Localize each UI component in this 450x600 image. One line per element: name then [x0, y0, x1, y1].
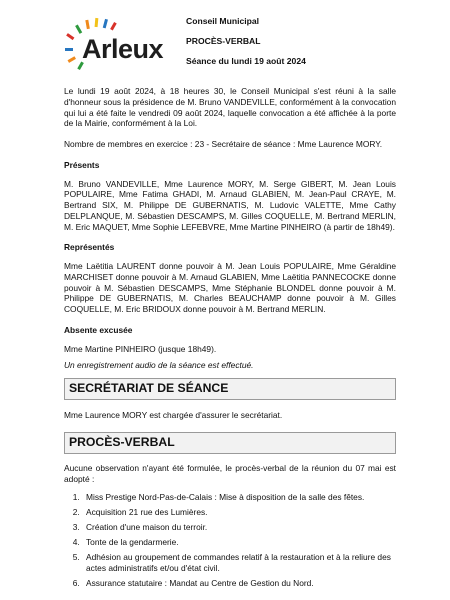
absent-list: Mme Martine PINHEIRO (jusque 18h49). [64, 343, 217, 354]
agenda-list [64, 492, 396, 588]
council-title: Conseil Municipal [186, 16, 260, 26]
secretariat-text: Mme Laurence MORY est chargée d'assurer le secrétariat. [64, 409, 283, 420]
proces-verbal-text: Aucune observation n'ayant été formulée, le procès-verbal de la réunion du 07 mai est adopté : [64, 462, 396, 484]
document-body [64, 86, 396, 593]
list-item: 1. Miss Prestige Nord-Pas-de-Calais : Mise à disposition de la salle des fêtes. [82, 492, 396, 503]
list-item: 5. Adhésion au groupement de commandes relatif à la restauration et à la reliure des actes administratifs et/ou d'état civil. [82, 552, 396, 574]
list-item: 3. Création d'une maison du terroir. [82, 522, 396, 533]
arleux-logo [64, 16, 164, 72]
list-item: 2. Acquisition 21 rue des Lumières. [82, 507, 396, 518]
logo-text: Arleux [82, 34, 164, 64]
represented-list: Mme Laëtitia LAURENT donne pouvoir à M. Jean Louis POPULAIRE, Mme Géraldine MARCHISET donne pouvoir à M. Arnaud GLABIEN, Mme Laëtitia PANNECOCKE donne pouvoir à M. Sébastien DESCAMPS, Mme Stéphanie BLONDEL donne pouvoir à M. Philippe DE GUBERNATIS, M. Charles BEAUCHAMP donne pouvoir à M. Gilles COQUELLE, M. Eric BRIDOUX donne pouvoir à M. Bertrand MERLIN. [64, 261, 396, 314]
list-item: 4. Tonte de la gendarmerie. [82, 537, 396, 548]
proces-verbal-heading: PROCÈS-VERBAL [64, 432, 396, 454]
document-subtitle: PROCÈS-VERBAL [186, 36, 261, 46]
list-item: 6. Assurance statutaire : Mandat au Centre de Gestion du Nord. [82, 578, 396, 589]
session-date: Séance du lundi 19 août 2024 [186, 56, 306, 66]
recording-note: Un enregistrement audio de la séance est effectué. [64, 360, 254, 371]
members-line: Nombre de membres en exercice : 23 - Secrétaire de séance : Mme Laurence MORY. [64, 139, 383, 149]
absent-label: Absente excusée [64, 324, 133, 335]
secretariat-heading: SECRÉTARIAT DE SÉANCE [64, 378, 396, 400]
present-list: M. Bruno VANDEVILLE, Mme Laurence MORY, M. Serge GIBERT, M. Jean Louis POPULAIRE, Mme Fatima GHADI, M. Arnaud GLABIEN, M. Jean-Paul CRAYE, M. Bertrand SIX, M. Philippe DE GUBERNATIS, M. Ludovic VALETTE, Mme Cathy DELPLANQUE, M. Sébastien DESCAMPS, M. Gilles COQUELLE, M. Bertrand MERLIN, M. Eric MAQUET, Mme Sophie LEFEBVRE, Mme Martine PINHEIRO (à partir de 18h49). [64, 178, 396, 232]
present-label: Présents [64, 159, 100, 170]
intro-paragraph: Le lundi 19 août 2024, à 18 heures 30, le Conseil Municipal s'est réuni à la salle d'honneur sous la présidence de M. Bruno VANDEVILLE, conformément à la convocation qui lui a été faite le vendredi 09 août 2024, laquelle convocation a été affichée à la porte de la Mairie, conformément à la Loi. [64, 86, 396, 129]
represented-label: Représentés [64, 242, 115, 253]
